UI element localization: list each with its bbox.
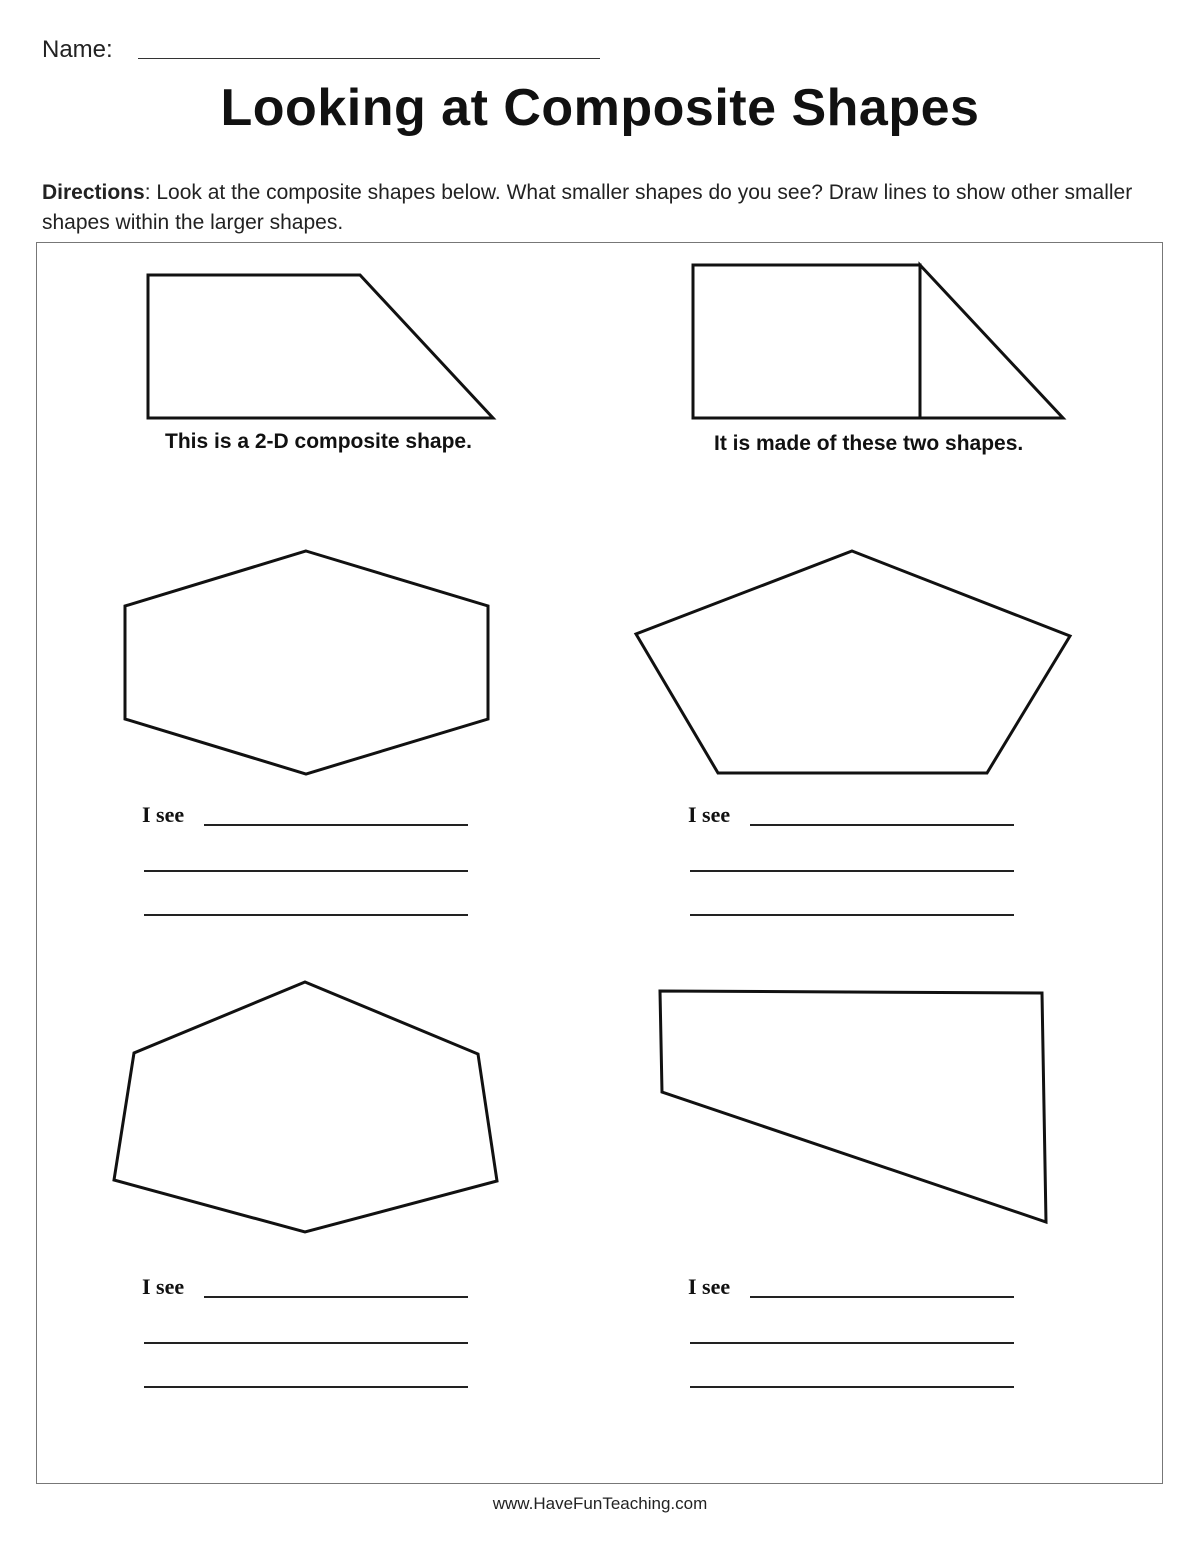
answer-line[interactable]: [690, 870, 1014, 872]
footer-website: www.HaveFunTeaching.com: [492, 1494, 708, 1513]
answer-line[interactable]: [690, 914, 1014, 916]
exercise-4-answer: [688, 1274, 1018, 1404]
i-see-label: I see: [142, 802, 185, 827]
i-see-label: I see: [688, 1274, 731, 1299]
answer-line[interactable]: [144, 1342, 468, 1344]
page-title: Looking at Composite Shapes: [220, 79, 980, 137]
exercise-2-pentagon-shape[interactable]: [636, 551, 1070, 773]
example-caption-right: It is made of these two shapes.: [714, 432, 1024, 455]
answer-line[interactable]: [144, 914, 468, 916]
exercise-1-answer: [142, 802, 472, 932]
example-triangle-shape: [920, 265, 1063, 418]
answer-line[interactable]: [690, 1342, 1014, 1344]
directions-text: : Look at the composite shapes below. What smaller shapes do you see? Draw lines to show other smaller shapes within the larger shapes.: [42, 181, 1133, 234]
answer-line[interactable]: [204, 824, 468, 826]
i-see-label: I see: [688, 802, 731, 827]
exercise-2-answer: [688, 802, 1018, 932]
exercise-3-answer: [142, 1274, 472, 1404]
directions-label: Directions: [42, 181, 145, 204]
i-see-label: I see: [142, 1274, 185, 1299]
example-square-shape: [693, 265, 920, 418]
exercise-1-hexagon-shape[interactable]: [125, 551, 488, 774]
example-caption-left: This is a 2-D composite shape.: [165, 430, 472, 453]
exercise-4-quadrilateral-shape[interactable]: [660, 991, 1046, 1222]
answer-line[interactable]: [204, 1296, 468, 1298]
answer-line[interactable]: [144, 1386, 468, 1388]
answer-line[interactable]: [750, 824, 1014, 826]
name-label: Name:: [42, 36, 113, 63]
answer-line[interactable]: [750, 1296, 1014, 1298]
example-trapezoid-shape: [148, 275, 493, 418]
exercise-3-hexagon-shape[interactable]: [114, 982, 497, 1232]
answer-line[interactable]: [690, 1386, 1014, 1388]
answer-line[interactable]: [144, 870, 468, 872]
example-split-shapes: [693, 265, 1063, 418]
